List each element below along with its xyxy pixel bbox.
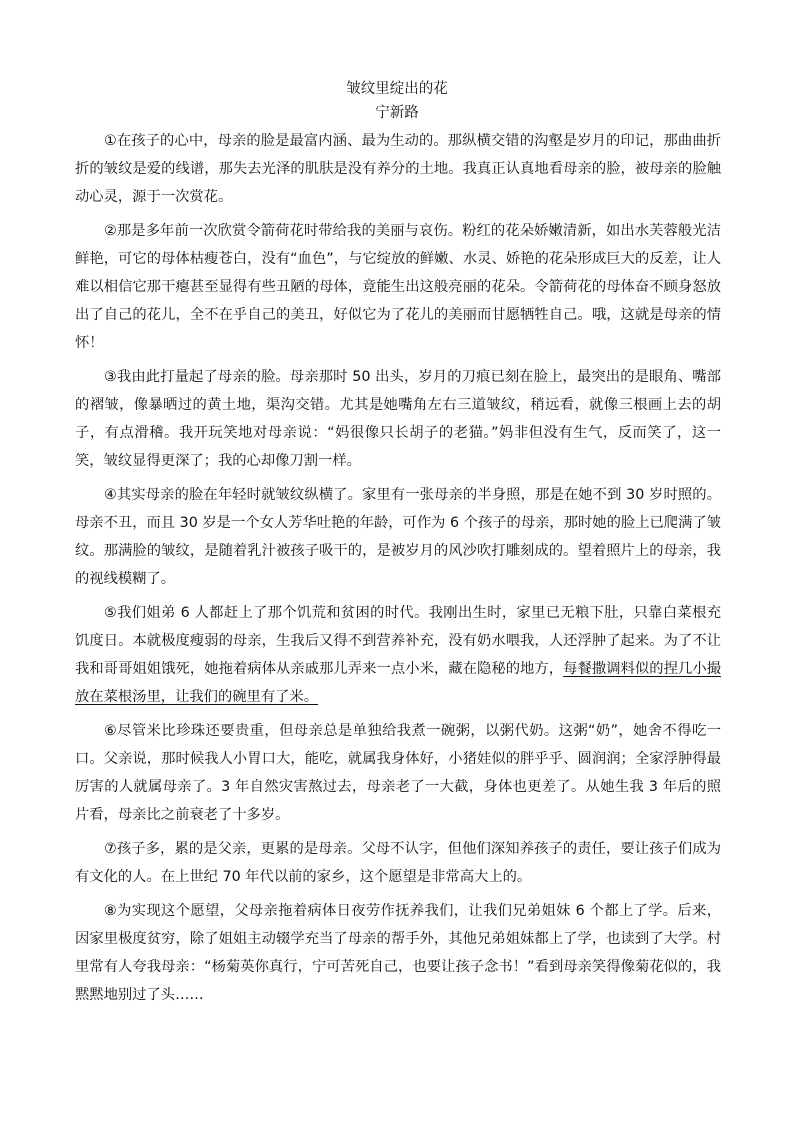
paragraph-5	[75, 599, 721, 711]
paragraph-6: ⑥尽管米比珍珠还要贵重，但母亲总是单独给我煮一碗粥，以粥代奶。这粥“奶”，她舍不得吃一口。父亲说，那时候我人小胃口大，能吃，就属我身体好，小猪娃似的胖乎乎、圆润润；全家浮肿得最厉害的人就属母亲了。3 年自然灾害熬过去，母亲老了一大截，身体也更差了。从她生我 3 年后的照片看，母亲比之前衰老了十多岁。	[75, 723, 721, 823]
paragraph-7: ⑦孩子多，累的是父亲，更累的是母亲。父母不认字，但他们深知养孩子的责任，要让孩子们成为有文化的人。在上世纪 70 年代以前的家乡，这个愿望是非常高大上的。	[75, 841, 721, 885]
article-body	[75, 127, 721, 1015]
paragraph-5-underlined-sentence: 每餐撒调料似的捏几小撮放在菜根汤里，让我们的碗里有了米。	[75, 661, 722, 705]
paragraph-1: ①在孩子的心中，母亲的脸是最富内涵、最为生动的。那纵横交错的沟壑是岁月的印记，那曲曲折折的皱纹是爱的线谱，那失去光泽的肌肤是没有养分的土地。我真正认真地看母亲的脸，被母亲的脸触动心灵，源于一次赏花。	[75, 133, 721, 205]
paragraph-5-text: ⑤我们姐弟 6 人都赶上了那个饥荒和贫困的时代。我刚出生时，家里已无粮下肚，只靠白菜根充饥度日。本就极度瘦弱的母亲，生我后又得不到营养补充，没有奶水喂我，人还浮肿了起来。为了不让我和哥哥姐姐饿死，她拖着病体从亲戚那儿弄来一点小米，藏在隐秘的地方，	[75, 605, 721, 677]
paragraph-4: ④其实母亲的脸在年轻时就皱纹纵横了。家里有一张母亲的半身照，那是在她不到 30 岁时照的。母亲不丑，而且 30 岁是一个女人芳华吐艳的年龄，可作为 6 个孩子的母亲，那时她的脸上已爬满了皱纹。那满脸的皱纹，是随着乳汁被孩子吸干的，是被岁月的风沙吹打雕刻成的。望着照片上的母亲，我的视线模糊了。	[75, 487, 721, 587]
paragraph-3: ③我由此打量起了母亲的脸。母亲那时 50 出头，岁月的刀痕已刻在脸上，最突出的是眼角、嘴部的褶皱，像暴晒过的黄土地，渠沟交错。尤其是她嘴角左右三道皱纹，稍远看，就像三根画上去的胡子，有点滑稽。我开玩笑地对母亲说：“妈很像只长胡子的老猫。”妈非但没有生气，反而笑了，这一笑，皱纹显得更深了；我的心却像刀割一样。	[75, 369, 721, 469]
paragraph-8: ⑧为实现这个愿望，父母亲拖着病体日夜劳作抚养我们，让我们兄弟姐妹 6 个都上了学。后来，因家里极度贫穷，除了姐姐主动辍学充当了母亲的帮手外，其他兄弟姐妹都上了学，也读到了大学。村里常有人夸我母亲：“杨菊英你真行，宁可苦死自己，也要让孩子念书！”看到母亲笑得像菊花似的，我黙黙地别过了头……	[75, 903, 721, 1003]
paragraph-2: ②那是多年前一次欣赏令箭荷花时带给我的美丽与哀伤。粉红的花朵娇嫩清新，如出水芙蓉般光洁鲜艳，可它的母体枯瘦苍白，没有“血色”，与它绽放的鲜嫩、水灵、娇艳的花朵形成巨大的反差，让人难以相信它那干瘪甚至显得有些丑陋的母体，竟能生出这般亮丽的花朵。令箭荷花的母体奋不顾身怒放出了自己的花儿，全不在乎自己的美丑，好似它为了花儿的美丽而甘愿牺牲自己。哦，这就是母亲的情怀！	[75, 223, 721, 351]
article-author: 宁新路	[375, 105, 419, 121]
article-title: 皱纹里绽出的花	[346, 81, 448, 97]
